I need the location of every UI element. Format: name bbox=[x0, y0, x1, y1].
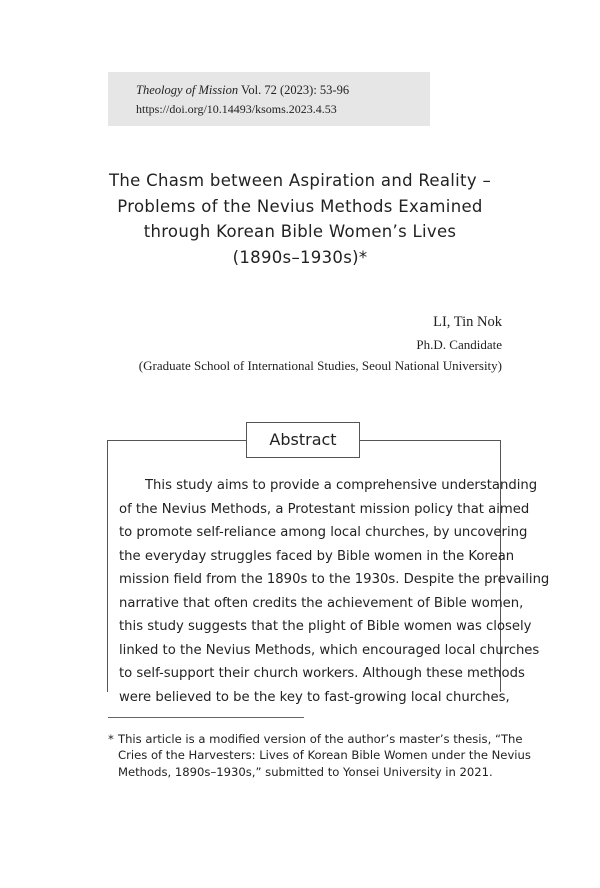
title-line: through Korean Bible Women’s Lives bbox=[143, 222, 457, 241]
abstract-line: This study aims to provide a comprehensive understanding bbox=[145, 478, 538, 493]
title-line: Problems of the Nevius Methods Examined bbox=[117, 196, 483, 216]
abstract-line: of the Nevius Methods, a Protestant mission policy that aimed bbox=[119, 501, 530, 517]
footnote-line: Cries of the Harvesters: Lives of Korean Bible Women under the Nevius bbox=[118, 748, 531, 763]
author-affiliation: (Graduate School of International Studies, Seoul National University) bbox=[138, 358, 502, 373]
article-title bbox=[60, 168, 540, 270]
journal-citation-box bbox=[108, 72, 430, 126]
footnote bbox=[108, 731, 531, 780]
title-line: (1890s–1930s)* bbox=[232, 247, 368, 267]
journal-name: Theology of Mission bbox=[136, 83, 239, 97]
footnote-divider bbox=[108, 717, 304, 718]
abstract-line: the everyday struggles faced by Bible women in the Korean bbox=[119, 548, 515, 564]
abstract-body bbox=[119, 474, 550, 709]
author-name: LI, Tin Nok bbox=[433, 314, 502, 330]
footnote-line: Methods, 1890s–1930s,” submitted to Yonsei University in 2021. bbox=[118, 764, 493, 779]
footnote-line: This article is a modified version of the author’s master’s thesis, “The bbox=[118, 732, 523, 746]
journal-citation bbox=[136, 83, 349, 98]
title-line: The Chasm between Aspiration and Reality – bbox=[109, 171, 491, 190]
author-role: Ph.D. Candidate bbox=[416, 337, 502, 352]
abstract-line: were believed to be the key to fast-growing local churches, bbox=[119, 689, 510, 705]
abstract-heading: Abstract bbox=[246, 422, 360, 458]
abstract-line: to self-support their church workers. Although these methods bbox=[119, 666, 525, 681]
abstract-line: this study suggests that the plight of Bible women was closely bbox=[119, 619, 532, 634]
abstract-line: to promote self-reliance among local churches, by uncovering bbox=[119, 525, 528, 540]
doi-link[interactable]: https://doi.org/10.14493/ksoms.2023.4.53 bbox=[136, 102, 337, 116]
journal-issue: Vol. 72 (2023): 53-96 bbox=[238, 83, 350, 97]
abstract-line: linked to the Nevius Methods, which encouraged local churches bbox=[119, 642, 540, 658]
abstract-line: narrative that often credits the achievement of Bible women, bbox=[119, 595, 524, 611]
footnote-marker: * bbox=[108, 732, 114, 746]
author-block bbox=[139, 312, 502, 375]
abstract-line: mission field from the 1890s to the 1930s. Despite the prevailing bbox=[119, 572, 550, 587]
